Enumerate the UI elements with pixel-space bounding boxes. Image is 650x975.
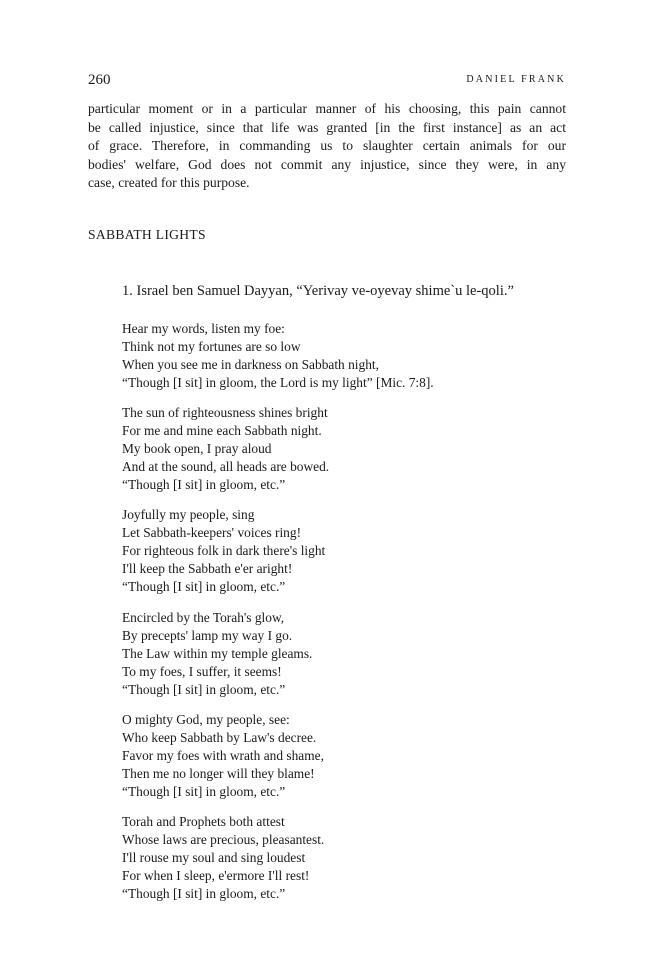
stanza bbox=[122, 506, 562, 596]
verse-line: Think not my fortunes are so low bbox=[122, 339, 301, 354]
verse-line: I'll keep the Sabbath e'er aright! bbox=[122, 561, 293, 577]
verse-line: Encircled by the Torah's glow, bbox=[122, 609, 285, 625]
section-heading: SABBATH LIGHTS bbox=[88, 227, 206, 242]
intro-line: case, created for this purpose. bbox=[88, 175, 250, 190]
verse-line: When you see me in darkness on Sabbath night, bbox=[122, 357, 379, 372]
verse-line: I'll rouse my soul and sing loudest bbox=[122, 849, 306, 865]
verse-line: For righteous folk in dark there's light bbox=[122, 543, 326, 559]
verse-line: The sun of righteousness shines bright bbox=[122, 405, 328, 421]
verse-line: “Though [I sit] in gloom, etc.” bbox=[122, 477, 286, 493]
verse-line: O mighty God, my people, see: bbox=[122, 711, 290, 727]
stanza bbox=[122, 711, 562, 801]
intro-line: be called injustice, since that life was granted [in the first instance] as an act bbox=[88, 119, 566, 135]
verse-line: Hear my words, listen my foe: bbox=[122, 321, 285, 336]
stanza bbox=[122, 813, 562, 903]
verse-line: For me and mine each Sabbath night. bbox=[122, 423, 322, 439]
poem-title: 1. Israel ben Samuel Dayyan, “Yerivay ve-oyevay shime`u le-qoli.” bbox=[122, 283, 514, 299]
page-header bbox=[88, 72, 566, 92]
verse-line: And at the sound, all heads are bowed. bbox=[122, 459, 330, 475]
poem bbox=[122, 320, 562, 915]
intro-line: of grace. Therefore, in commanding us to slaughter certain animals for our bbox=[88, 138, 566, 153]
stanza bbox=[122, 609, 562, 699]
verse-line: To my foes, I suffer, it seems! bbox=[122, 663, 282, 679]
verse-line: “Though [I sit] in gloom, the Lord is my light” [Mic. 7:8]. bbox=[122, 375, 434, 390]
verse-line: Favor my foes with wrath and shame, bbox=[122, 747, 324, 763]
stanza bbox=[122, 320, 562, 392]
verse-line: By precepts' lamp my way I go. bbox=[122, 627, 293, 643]
verse-line: Whose laws are precious, pleasantest. bbox=[122, 831, 325, 847]
verse-line: “Though [I sit] in gloom, etc.” bbox=[122, 681, 286, 697]
intro-line: bodies' welfare, God does not commit any injustice, since they were, in any bbox=[88, 156, 566, 172]
verse-line: “Though [I sit] in gloom, etc.” bbox=[122, 579, 286, 595]
running-head: DANIEL FRANK bbox=[466, 74, 566, 85]
verse-line: “Though [I sit] in gloom, etc.” bbox=[122, 885, 286, 901]
verse-line: Joyfully my people, sing bbox=[122, 507, 255, 523]
verse-line: Then me no longer will they blame! bbox=[122, 765, 315, 781]
intro-paragraph bbox=[88, 100, 566, 193]
verse-line: The Law within my temple gleams. bbox=[122, 645, 313, 661]
verse-line: For when I sleep, e'ermore I'll rest! bbox=[122, 867, 310, 883]
verse-line: Who keep Sabbath by Law's decree. bbox=[122, 729, 317, 745]
stanza bbox=[122, 404, 562, 494]
verse-line: Torah and Prophets both attest bbox=[122, 813, 285, 829]
verse-line: Let Sabbath-keepers' voices ring! bbox=[122, 525, 302, 541]
verse-line: My book open, I pray aloud bbox=[122, 441, 272, 457]
intro-line: particular moment or in a particular manner of his choosing, this pain cannot bbox=[88, 101, 566, 116]
page-number: 260 bbox=[88, 72, 111, 88]
verse-line: “Though [I sit] in gloom, etc.” bbox=[122, 783, 286, 799]
